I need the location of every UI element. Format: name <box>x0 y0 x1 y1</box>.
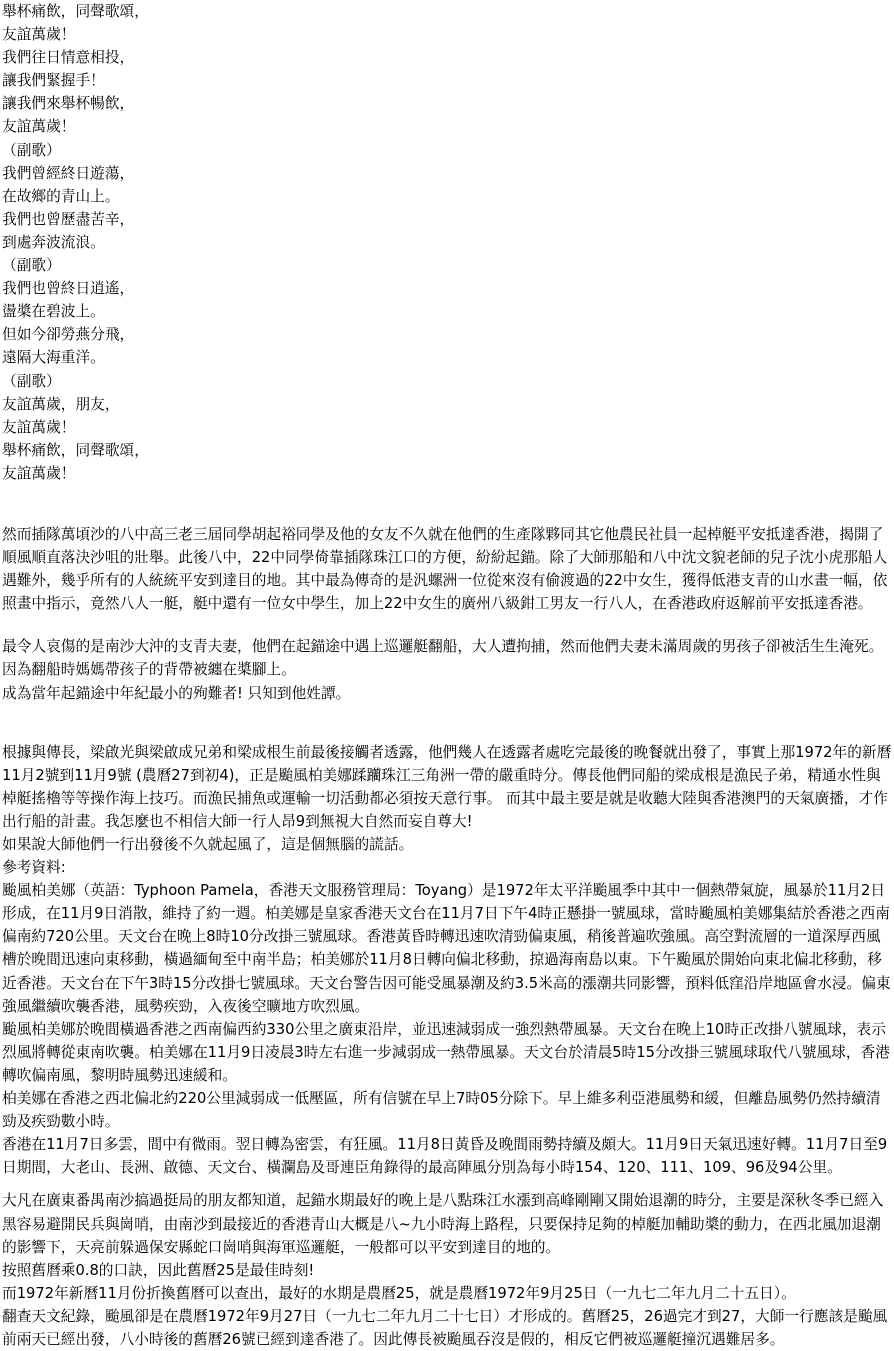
poem-line: 友誼萬歲！ <box>2 26 76 44</box>
poem-line: 我們曾經終日遊蕩， <box>2 164 135 182</box>
paragraph: 最令人哀傷的是南沙大沖的支青夫妻，他們在起錨途中遇上巡邏艇翻船，大人遭拘捕，然而他們夫妻未滿周歲的男孩子卻被活生生淹死。因為翻船時媽媽帶孩子的背帶被纏在槳腳上。 <box>2 638 884 679</box>
poem-line: 舉杯痛飲，同聲歌頌， <box>2 441 149 459</box>
poem-line: 我們也曾歷盡苦辛， <box>2 210 135 228</box>
paragraph: 然而插隊萬頃沙的八中高三老三屆同學胡起裕同學及他的女友不久就在他們的生產隊夥同其它他農民社員一起棹艇平安抵達香港，揭開了順風順直落決沙咀的壯舉。此後八中，22中同學倚靠插隊珠江口的方便，紛紛起錨。除了大師那船和八中沈文貌老師的兒子沈小虎那船人遇難外，幾乎所有的人統統平安到達目的地。其中最為傳奇的是汎螺洲一位從來沒有偷渡過的22中女生，獲得低港支青的山水畫一幅，依照畫中指示，竟然八人一艇，艇中還有一位女中學生，加上22中女生的廣州八級鉗工男友一行八人，在香港政府返解前平安抵達香港。 <box>2 525 888 613</box>
poem-line: 友誼萬歲！ <box>2 118 76 136</box>
poem-line: 在故鄉的青山上。 <box>2 187 120 205</box>
spacer <box>2 705 892 741</box>
paragraph: 颱風柏美娜於晚間橫過香港之西南偏西約330公里之廣東沿岸，並迅速減弱成一強烈熱帶風暴。天文台在晚上10時正改掛八號風球，表示烈風將轉從東南吹襲。柏美娜在11月9日凌晨3時左右進一步減弱成一熱帶風暴。天文台於清晨5時15分改掛三號風球取代八號風球，香港轉吹偏南風，黎明時風勢迅速緩和。 <box>2 1020 890 1084</box>
spacer <box>2 615 892 635</box>
spacer <box>2 1179 892 1189</box>
paragraph: 翻查天文紀錄，颱風卻是在農曆1972年9月27日（一九七二年九月二十七日）才形成的。舊曆25，26過完才到27，大師一行應該是颱風前兩天已經出發，八小時後的舊曆26號已經到達香港了。因此傳長被颱風吞沒是假的，相反它們被巡邏艇撞沉遇難居多。 <box>2 1307 888 1348</box>
paragraph: 香港在11月7日多雲，間中有微雨。翌日轉為密雲，有狂風。11月8日黃昏及晚間雨勢持續及頗大。11月9日天氣迅速好轉。11月7日至9日期間，大老山、長洲、啟德、天文台、橫瀾島及哥連臣角錄得的最高陣風分別為每小時154、120、111、109、96及94公里。 <box>2 1136 888 1177</box>
poem-line: （副歌） <box>2 372 61 390</box>
paragraph: 成為當年起錨途中年紀最小的殉難者! 只知到他姓譚。 <box>2 684 351 702</box>
poem-line: 友誼萬歲！ <box>2 464 76 482</box>
poem-line: 到處奔波流浪。 <box>2 233 105 251</box>
poem-line: （副歌） <box>2 257 61 275</box>
poem-line: 我們也曾終日逍遙， <box>2 280 135 298</box>
reference-heading: 參考資料: <box>2 859 66 877</box>
poem-line: 讓我們來舉杯暢飲， <box>2 95 135 113</box>
paragraph: 如果說大師他們一行出發後不久就起風了，這是個無腦的謊話。 <box>2 836 414 853</box>
poem-line: 遠隔大海重洋。 <box>2 349 105 367</box>
paragraph: 颱風柏美娜（英語：Typhoon Pamela，香港天文服務管理局：Toyang）是1972年太平洋颱風季中其中一個熱帶氣旋，風暴於11月2日形成，在11月9日消散，維持了約一週。柏美娜是皇家香港天文台在11月7日下午4時正懸掛一號風球，當時颱風柏美娜集結於香港之西南偏南約720公里。天文台在晚上8時10分改掛三號風球。香港黃昏時轉迅速吹清勁偏東風，稍後普遍吹強風。高空對流層的一道深厚西風槽於晚間迅速向東移動，橫過緬甸至中南半島；柏美娜於11月8日轉向偏北移動，掠過海南島以東。下午颱風於開始向東北偏北移動，移近香港。天文台在下午3時15分改掛七號風球。天文台警告因可能受風暴潮及約3.5米高的漲潮共同影響，預料低窪沿岸地區會水浸。偏東強風繼續吹襲香港，風勢疾勁，入夜後空曠地方吹烈風。 <box>2 882 891 1015</box>
poem-line: 但如今卻勞燕分飛， <box>2 326 135 344</box>
poem-block <box>2 0 892 485</box>
paragraph: 大凡在廣東番禺南沙搞過挺局的朋友都知道，起錨水期最好的晚上是八點珠江水漲到高峰剛剛又開始退潮的時分，主要是深秋冬季已經入黑容易避開民兵與崗哨，由南沙到最接近的香港青山大概是八~九小時海上路程，只要保持足夠的棹艇加輔助槳的動力，在西北風加退潮的影響下，天亮前躲過保安縣蛇口崗哨與海軍巡邏艇，一般都可以平安到達目的地的。 <box>2 1192 884 1256</box>
paragraph: 而1972年新曆11月份折換舊曆可以查出，最好的水期是農曆25，就是農曆1972年9月25日（一九七二年九月二十五日）。 <box>2 1284 796 1302</box>
poem-line: 盪槳在碧波上。 <box>2 303 105 321</box>
poem-line: 讓我們緊握手！ <box>2 72 105 90</box>
paragraph: 按照舊曆乘0.8的口訣，因此舊曆25是最佳時刻! <box>2 1261 315 1279</box>
poem-line: 我們往日情意相投， <box>2 49 135 67</box>
poem-line: （副歌） <box>2 141 61 159</box>
paragraph: 根據與傳長，梁啟光與梁啟成兄弟和梁成根生前最後接觸者透露，他們幾人在透露者處吃完最後的晚餐就出發了，事實上那1972年的新曆11月2號到11月9號 (農曆27到初4)，正是颱風柏美娜蹂躪珠江三角洲一帶的嚴重時分。傳長他們同船的梁成根是漁民子弟，精通水性與棹艇搖櫓等等操作海上技巧。而漁民捕魚或運輸一切活動都必須按天意行事。 而其中最主要是就是收聽大陸與香港澳門的天氣廣播，才作出行船的計畫。我怎麼也不相信大師一行人昂9到無視大自然而妄自尊大! <box>2 743 892 830</box>
poem-line: 友誼萬歲，朋友， <box>2 395 120 413</box>
spacer <box>2 485 892 523</box>
poem-line: 友誼萬歲！ <box>2 418 76 436</box>
document-page <box>2 0 892 1351</box>
paragraph: 柏美娜在香港之西北偏北約220公里減弱成一低壓區，所有信號在早上7時05分除下。早上維多利亞港風勢和緩，但離島風勢仍然持續清勁及疾勁數小時。 <box>2 1090 881 1131</box>
poem-line: 舉杯痛飲，同聲歌頌， <box>2 3 149 20</box>
